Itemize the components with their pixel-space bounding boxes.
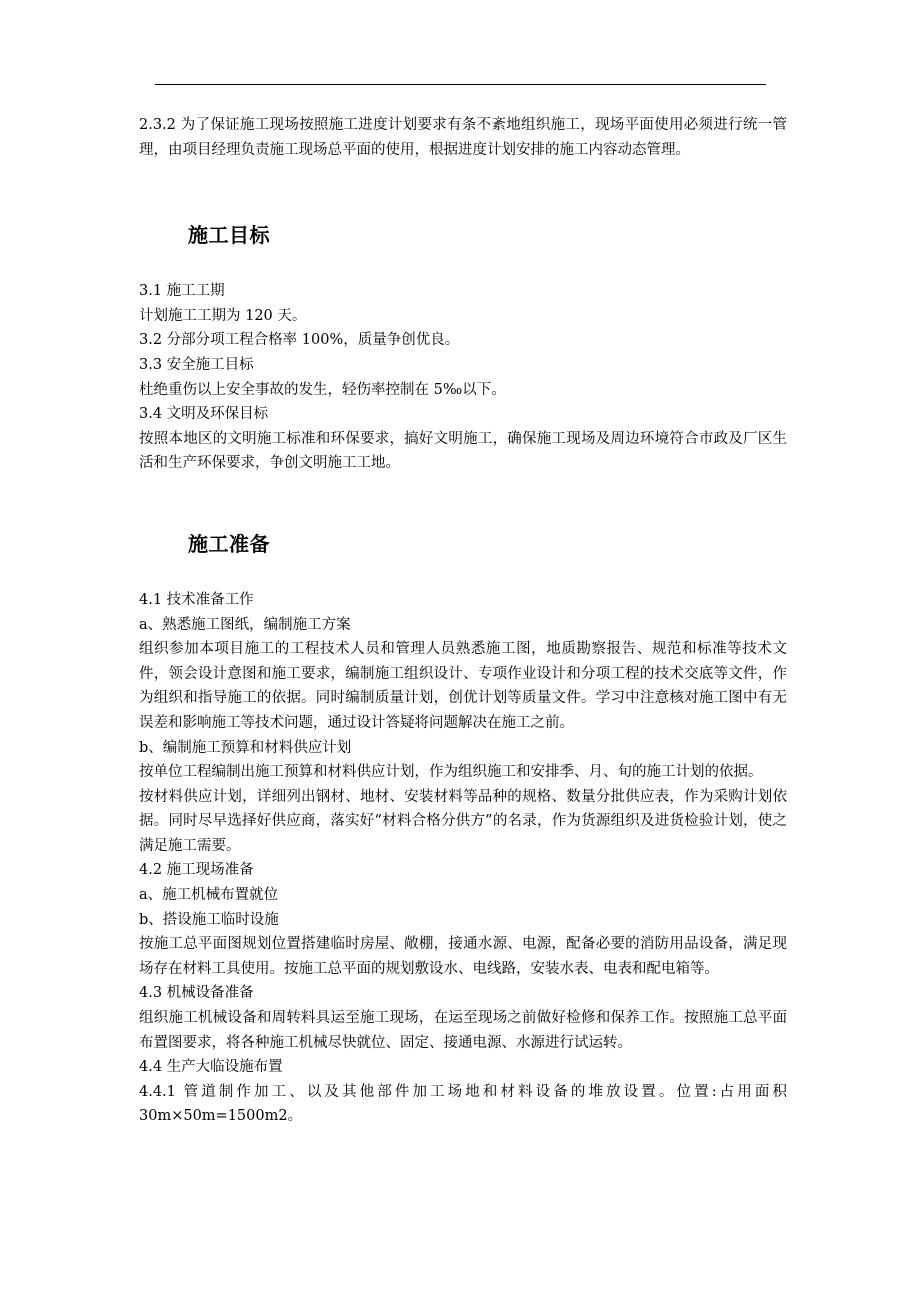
line-4-2-a: a、施工机械布置就位 xyxy=(139,887,279,904)
line-3-2: 3.2 分部分项工程合格率 100%，质量争创优良。 xyxy=(139,332,460,349)
line-4-3: 4.3 机械设备准备 xyxy=(139,985,254,1002)
line-3-4: 3.4 文明及环保目标 xyxy=(139,406,269,423)
line-safety-target: 杜绝重伤以上安全事故的发生，轻伤率控制在 5‰以下。 xyxy=(139,381,506,398)
header-rule xyxy=(155,84,766,85)
line-3-1: 3.1 施工工期 xyxy=(139,283,225,300)
line-4-1-b: b、编制施工预算和材料供应计划 xyxy=(139,739,352,756)
line-4-2-b: b、搭设施工临时设施 xyxy=(139,911,279,928)
line-4-1-a: a、熟悉施工图纸，编制施工方案 xyxy=(139,616,351,633)
line-4-4: 4.4 生产大临设施布置 xyxy=(139,1059,283,1076)
paragraph-4-4-1: 4.4.1 管道制作加工、以及其他部件加工场地和材料设备的堆放设置。位置:占用面积 30m×50m=1500m2。 xyxy=(139,1083,787,1125)
line-4-1: 4.1 技术准备工作 xyxy=(139,591,254,608)
line-3-3: 3.3 安全施工目标 xyxy=(139,356,254,373)
line-duration: 计划施工工期为 120 天。 xyxy=(139,307,307,324)
paragraph-tech-prep: 组织参加本项目施工的工程技术人员和管理人员熟悉施工图，地质勘察报告、规范和标准等技术文件，领会设计意图和施工要求，编制施工组织设计、专项作业设计和分项工程的技术交底等文件，作为组织和指导施工的依据。同时编制质量计划，创优计划等质量文件。学习中注意核对施工图中有无误差和影响施工等技术问题，通过设计答疑将问题解决在施工之前。 xyxy=(139,641,787,731)
paragraph-material-supply: 按材料供应计划，详细列出钢材、地材、安装材料等品种的规格、数量分批供应表，作为采购计划依据。同时尽早选择好供应商，落实好“材料合格分供方”的名录，作为货源组织及进货检验计划，使之满足施工需要。 xyxy=(139,788,787,854)
line-4-2: 4.2 施工现场准备 xyxy=(139,862,254,879)
section-heading-preparation: 施工准备 xyxy=(188,531,270,556)
paragraph-budget: 按单位工程编制出施工预算和材料供应计划，作为组织施工和安排季、月、旬的施工计划的依据。 xyxy=(139,764,763,781)
paragraph-environment: 按照本地区的文明施工标准和环保要求，搞好文明施工，确保施工现场及周边环境符合市政及厂区生活和生产环保要求，争创文明施工工地。 xyxy=(139,430,787,472)
paragraph-2-3-2: 2.3.2 为了保证施工现场按照施工进度计划要求有条不紊地组织施工，现场平面使用必须进行统一管理，由项目经理负责施工现场总平面的使用，根据进度计划安排的施工内容动态管理。 xyxy=(139,117,787,158)
section-heading-goals: 施工目标 xyxy=(188,223,270,248)
paragraph-machinery: 组织施工机械设备和周转料具运至施工现场，在运至现场之前做好检修和保养工作。按照施工总平面布置图要求，将各种施工机械尽快就位、固定、接通电源、水源进行试运转。 xyxy=(139,1010,787,1051)
document-body xyxy=(139,113,787,1129)
paragraph-temp-facilities: 按施工总平面图规划位置搭建临时房屋、敞棚，接通水源、电源，配备必要的消防用品设备，满足现场存在材料工具使用。按施工总平面的规划敷设水、电线路，安装水表、电表和配电箱等。 xyxy=(139,936,787,977)
